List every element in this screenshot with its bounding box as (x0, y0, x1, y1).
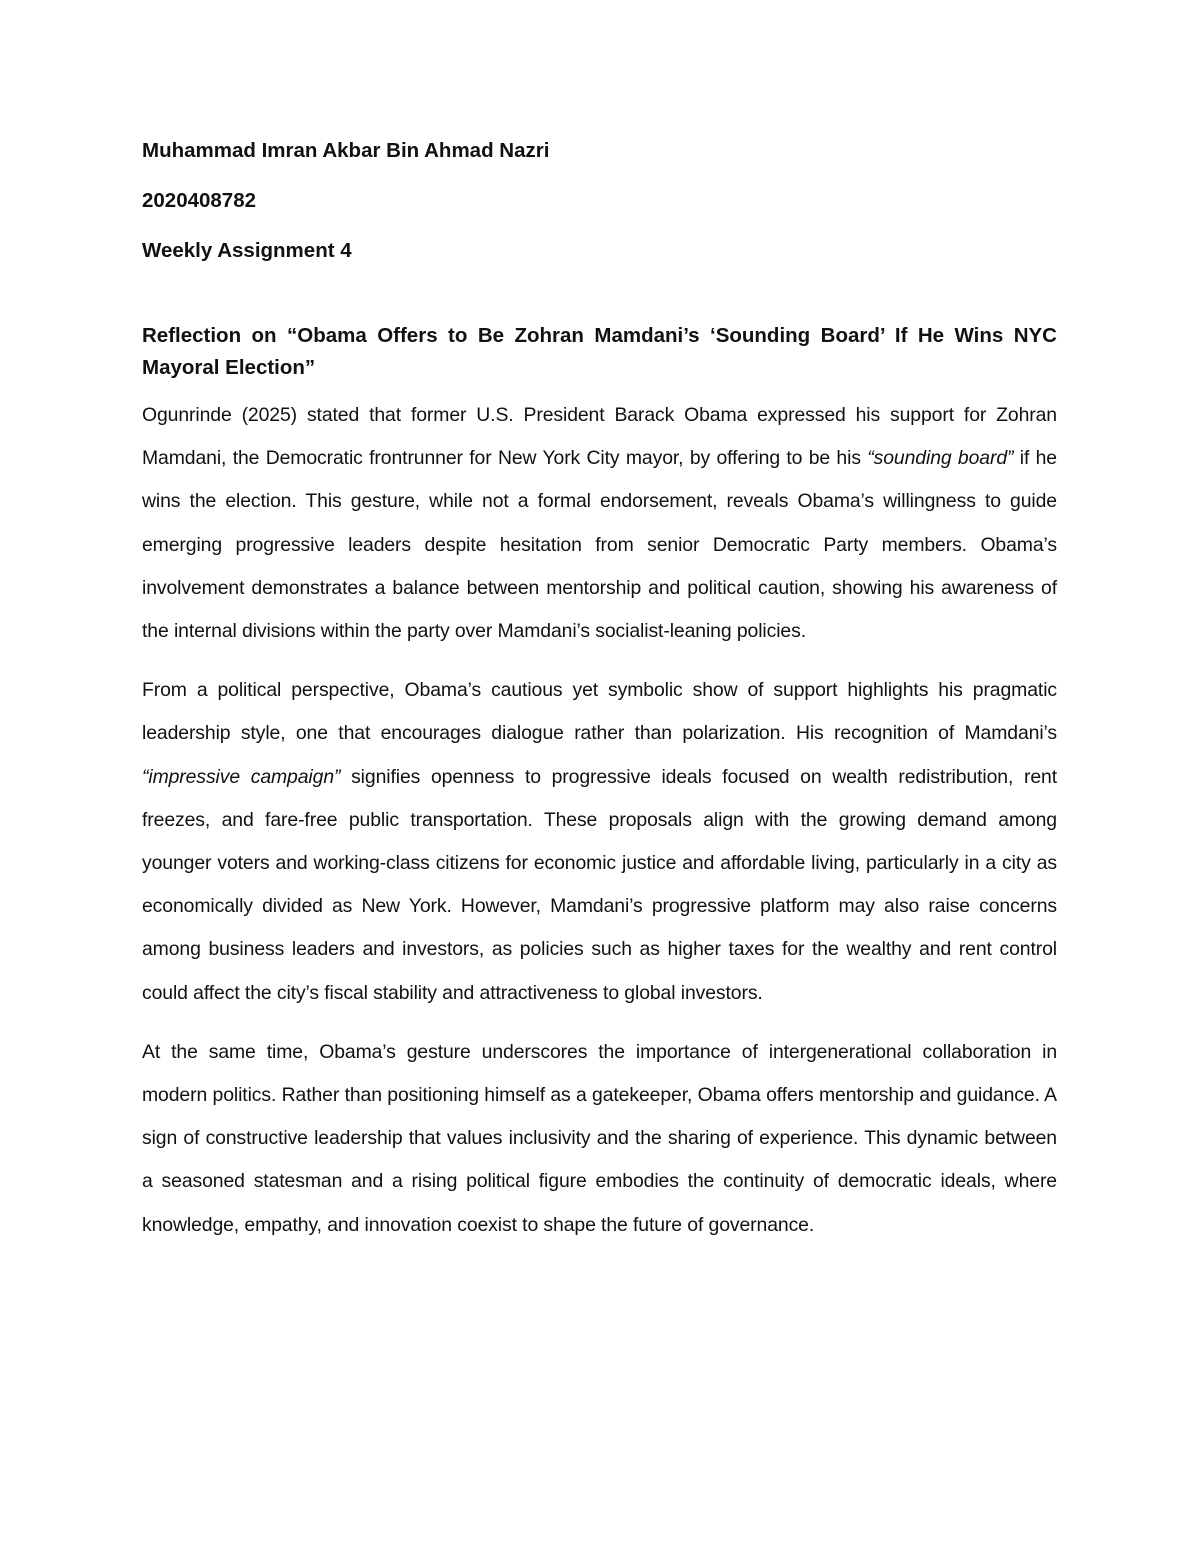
paragraph-1-text-b: if he wins the election. This gesture, while not a formal endorsement, reveals Obama’s willingness to guide emerging progressive leaders despite hesitation from senior Democratic Party members. Obama’s involvement demonstrates a balance between mentorship and political caution, showing his awareness of the internal divisions within the party over Mamdani’s socialist-leaning policies. (142, 447, 1057, 643)
assignment-label: Weekly Assignment 4 (142, 239, 352, 262)
paragraph-2-text-a: From a political perspective, Obama’s cautious yet symbolic show of support highlights his pragmatic leadership style, one that encourages dialogue rather than polarization. His recognition of Mamdani’s (142, 679, 1057, 745)
paragraph-1 (142, 394, 1057, 653)
author-name: Muhammad Imran Akbar Bin Ahmad Nazri (142, 139, 550, 162)
student-id: 2020408782 (142, 189, 257, 212)
paragraph-2-text-b: signifies openness to progressive ideals focused on wealth redistribution, rent freezes, and fare-free public transportation. These proposals align with the growing demand among younger voters and working-class citizens for economic justice and affordable living, particularly in a city as economically divided as New York. However, Mamdani’s progressive platform may also raise concerns among business leaders and investors, as policies such as higher taxes for the wealthy and rent control could affect the city’s fiscal stability and attractiveness to global investors. (142, 765, 1058, 1004)
paragraph-2-quote: “impressive campaign” (142, 765, 341, 788)
paragraph-2 (142, 669, 1057, 1015)
paragraph-1-quote: “sounding board” (867, 447, 1014, 470)
paragraph-1-text-a: Ogunrinde (2025) stated that former U.S. President Barack Obama expressed his support for Zohran Mamdani, the Democratic frontrunner for New York City mayor, by offering to be his (142, 404, 1057, 470)
paragraph-3: At the same time, Obama’s gesture underscores the importance of intergenerational collaboration in modern politics. Rather than positioning himself as a gatekeeper, Obama offers mentorship and guidance. A sign of constructive leadership that values inclusivity and the sharing of experience. This dynamic between a seasoned statesman and a rising political figure embodies the continuity of democratic ideals, where knowledge, empathy, and innovation coexist to shape the future of governance. (142, 1040, 1057, 1236)
document-body (142, 138, 1057, 1263)
reflection-title: Reflection on “Obama Offers to Be Zohran Mamdani’s ‘Sounding Board’ If He Wins NYC Mayoral Election” (142, 324, 1057, 379)
